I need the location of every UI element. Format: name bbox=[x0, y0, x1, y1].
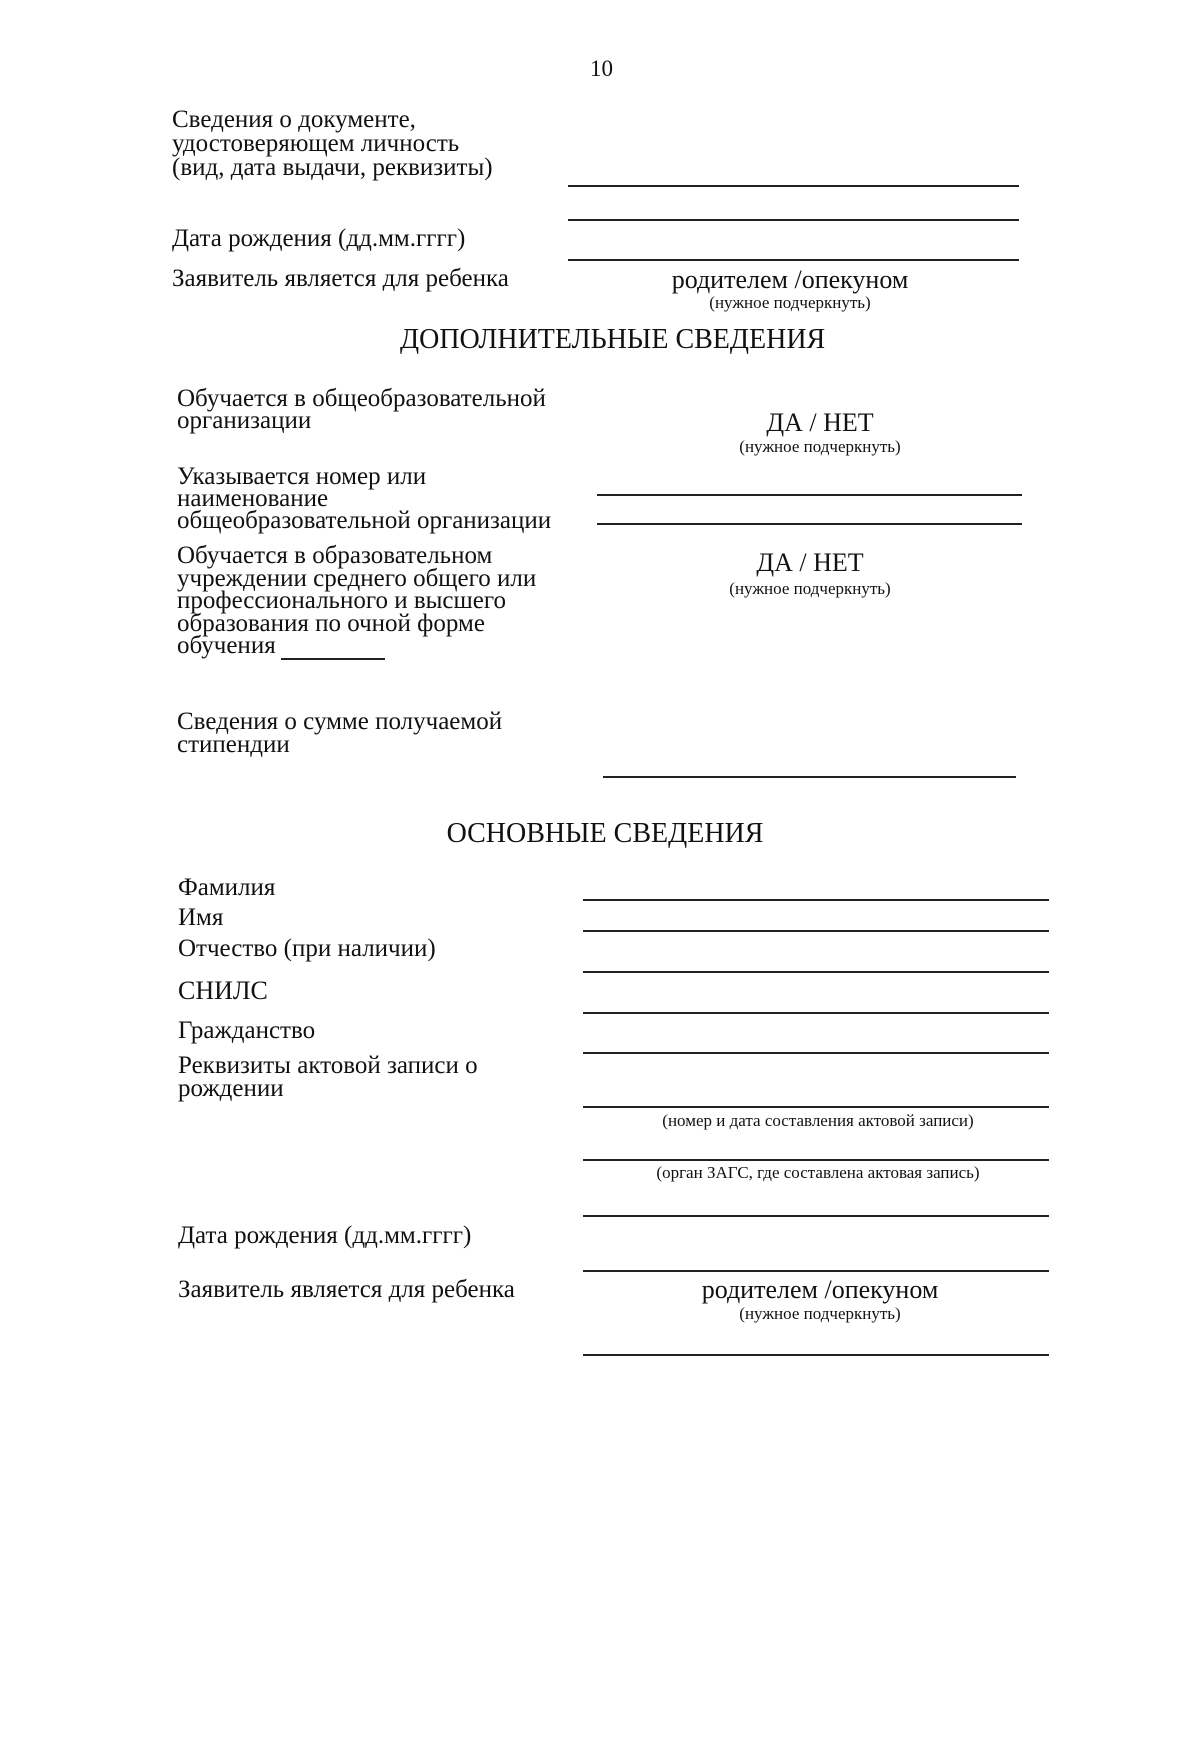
child-birth-date-label: Дата рождения (дд.мм.гггг) bbox=[178, 1222, 472, 1249]
applicant-relation-note: (нужное подчеркнуть) bbox=[709, 293, 871, 312]
snils-line[interactable] bbox=[583, 1012, 1049, 1014]
citizenship-label: Гражданство bbox=[178, 1017, 316, 1044]
name-line[interactable] bbox=[583, 930, 1049, 932]
id-document-label: Сведения о документе, удостоверяющем личность (вид, дата выдачи, реквизиты) bbox=[172, 106, 493, 181]
page-number: 10 bbox=[590, 56, 613, 81]
stipend-line[interactable] bbox=[603, 776, 1016, 778]
main-relation-line[interactable] bbox=[583, 1354, 1049, 1356]
additional-section-heading: ДОПОЛНИТЕЛЬНЫЕ СВЕДЕНИЯ bbox=[400, 324, 826, 355]
id-document-line-1[interactable] bbox=[568, 185, 1019, 187]
school-attendance-label: Обучается в общеобразовательной организации bbox=[177, 385, 546, 434]
birth-record-number-line[interactable] bbox=[583, 1106, 1049, 1108]
applicant-birth-date-line[interactable] bbox=[568, 259, 1019, 261]
child-birth-date-line-top[interactable] bbox=[583, 1215, 1049, 1217]
patronymic-label: Отчество (при наличии) bbox=[178, 935, 436, 962]
main-section-heading: ОСНОВНЫЕ СВЕДЕНИЯ bbox=[446, 818, 764, 849]
fulltime-study-inline-line[interactable] bbox=[281, 658, 385, 660]
main-relation-note: (нужное подчеркнуть) bbox=[739, 1304, 901, 1323]
applicant-birth-date-label: Дата рождения (дд.мм.гггг) bbox=[172, 225, 466, 252]
school-name-line-2[interactable] bbox=[597, 523, 1022, 525]
child-birth-date-line[interactable] bbox=[583, 1270, 1049, 1272]
fulltime-study-value[interactable]: ДА / НЕТ bbox=[756, 548, 864, 577]
applicant-relation-value[interactable]: родителем /опекуном bbox=[671, 265, 909, 294]
id-document-line-2[interactable] bbox=[568, 219, 1019, 221]
name-label: Имя bbox=[178, 904, 224, 931]
stipend-label: Сведения о сумме получаемой стипендии bbox=[177, 708, 503, 758]
birth-record-number-note: (номер и дата составления актовой записи) bbox=[662, 1111, 974, 1130]
main-relation-label: Заявитель является для ребенка bbox=[178, 1276, 515, 1303]
snils-label: СНИЛС bbox=[178, 976, 268, 1005]
school-name-line-1[interactable] bbox=[597, 494, 1022, 496]
main-relation-value[interactable]: родителем /опекуном bbox=[701, 1275, 939, 1304]
applicant-relation-label: Заявитель является для ребенка bbox=[172, 265, 509, 292]
fulltime-study-note: (нужное подчеркнуть) bbox=[729, 579, 891, 598]
birth-record-registry-line[interactable] bbox=[583, 1159, 1049, 1161]
birth-record-registry-note: (орган ЗАГС, где составлена актовая запись) bbox=[656, 1163, 980, 1182]
surname-label: Фамилия bbox=[178, 874, 276, 901]
school-name-label: Указывается номер или наименование общеобразовательной организации bbox=[177, 463, 552, 534]
school-attendance-note: (нужное подчеркнуть) bbox=[739, 437, 901, 456]
fulltime-study-label: Обучается в образовательном учреждении среднего общего или профессионального и высшего образования по очной форме обучения bbox=[177, 542, 537, 659]
school-attendance-value[interactable]: ДА / НЕТ bbox=[766, 408, 874, 437]
birth-record-label: Реквизиты актовой записи о рождении bbox=[178, 1052, 478, 1102]
patronymic-line[interactable] bbox=[583, 971, 1049, 973]
surname-line[interactable] bbox=[583, 899, 1049, 901]
citizenship-line[interactable] bbox=[583, 1052, 1049, 1054]
